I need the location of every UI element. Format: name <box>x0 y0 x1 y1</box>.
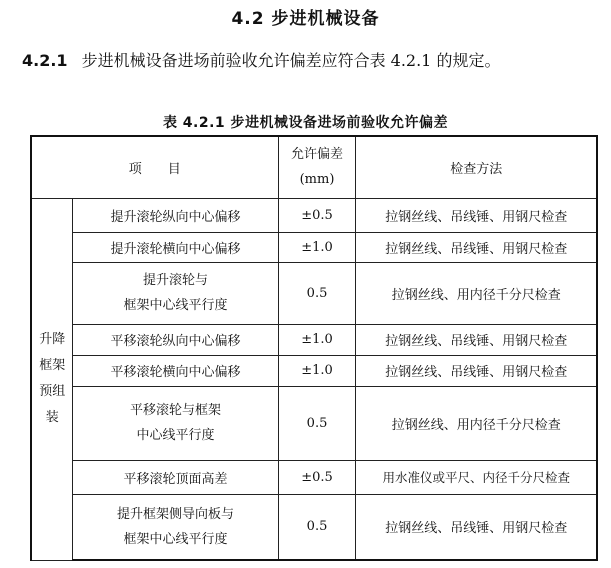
row-tolerance: ±0.5 <box>278 460 356 494</box>
row-method: 拉钢丝线、用内径千分尺检查 <box>356 386 597 460</box>
row-tolerance: 0.5 <box>278 386 356 460</box>
header-item: 项 目 <box>31 136 278 198</box>
row-tolerance: 0.5 <box>278 262 356 324</box>
header-method: 检查方法 <box>356 136 597 198</box>
row-item-line2: 中心线平行度 <box>136 428 215 443</box>
header-tolerance-unit: (mm) <box>299 172 335 188</box>
clause-paragraph <box>22 46 597 76</box>
row-item <box>73 494 278 560</box>
row-item-line2: 框架中心线平行度 <box>123 298 228 313</box>
row-tolerance: ±1.0 <box>278 232 356 262</box>
table-caption: 表 4.2.1 步进机械设备进场前验收允许偏差 <box>162 115 449 131</box>
row-item-line1: 提升滚轮与 <box>143 273 209 288</box>
row-method: 用水准仪或平尺、内径千分尺检查 <box>356 460 597 494</box>
row-item: 平移滚轮横向中心偏移 <box>73 355 278 386</box>
table-header-row <box>31 136 597 198</box>
group-label-text: 升降框架预组装 <box>39 332 66 425</box>
row-item: 平移滚轮纵向中心偏移 <box>73 324 278 355</box>
row-item <box>73 262 278 324</box>
header-tolerance <box>278 136 356 198</box>
table-row <box>31 460 597 494</box>
clause-number: 4.2.1 <box>22 51 68 70</box>
row-tolerance: ±1.0 <box>278 355 356 386</box>
row-item: 平移滚轮顶面高差 <box>73 460 278 494</box>
row-method: 拉钢丝线、吊线锤、用钢尺检查 <box>356 232 597 262</box>
table-row <box>31 324 597 355</box>
row-method: 拉钢丝线、吊线锤、用钢尺检查 <box>356 198 597 232</box>
row-item: 提升滚轮纵向中心偏移 <box>73 198 278 232</box>
row-method: 拉钢丝线、吊线锤、用钢尺检查 <box>356 494 597 560</box>
table-row <box>31 262 597 324</box>
row-method: 拉钢丝线、用内径千分尺检查 <box>356 262 597 324</box>
header-tolerance-label: 允许偏差 <box>291 147 344 163</box>
row-item-line2: 框架中心线平行度 <box>123 531 228 547</box>
table-row <box>31 494 597 560</box>
group-label <box>31 198 73 560</box>
row-tolerance: 0.5 <box>278 494 356 560</box>
table-row <box>31 198 597 232</box>
row-item: 提升滚轮横向中心偏移 <box>73 232 278 262</box>
section-title: 4.2 步进机械设备 <box>231 9 380 29</box>
table-row <box>31 232 597 262</box>
tolerance-table <box>30 135 598 561</box>
clause-text: 步进机械设备进场前验收允许偏差应符合表 4.2.1 的规定。 <box>81 51 501 70</box>
row-method: 拉钢丝线、吊线锤、用钢尺检查 <box>356 355 597 386</box>
row-tolerance: ±0.5 <box>278 198 356 232</box>
table-row <box>31 355 597 386</box>
row-tolerance: ±1.0 <box>278 324 356 355</box>
table-row <box>31 386 597 460</box>
row-item-line1: 提升框架侧导向板与 <box>117 506 235 522</box>
row-item <box>73 386 278 460</box>
row-method: 拉钢丝线、吊线锤、用钢尺检查 <box>356 324 597 355</box>
row-item-line1: 平移滚轮与框架 <box>130 403 222 418</box>
